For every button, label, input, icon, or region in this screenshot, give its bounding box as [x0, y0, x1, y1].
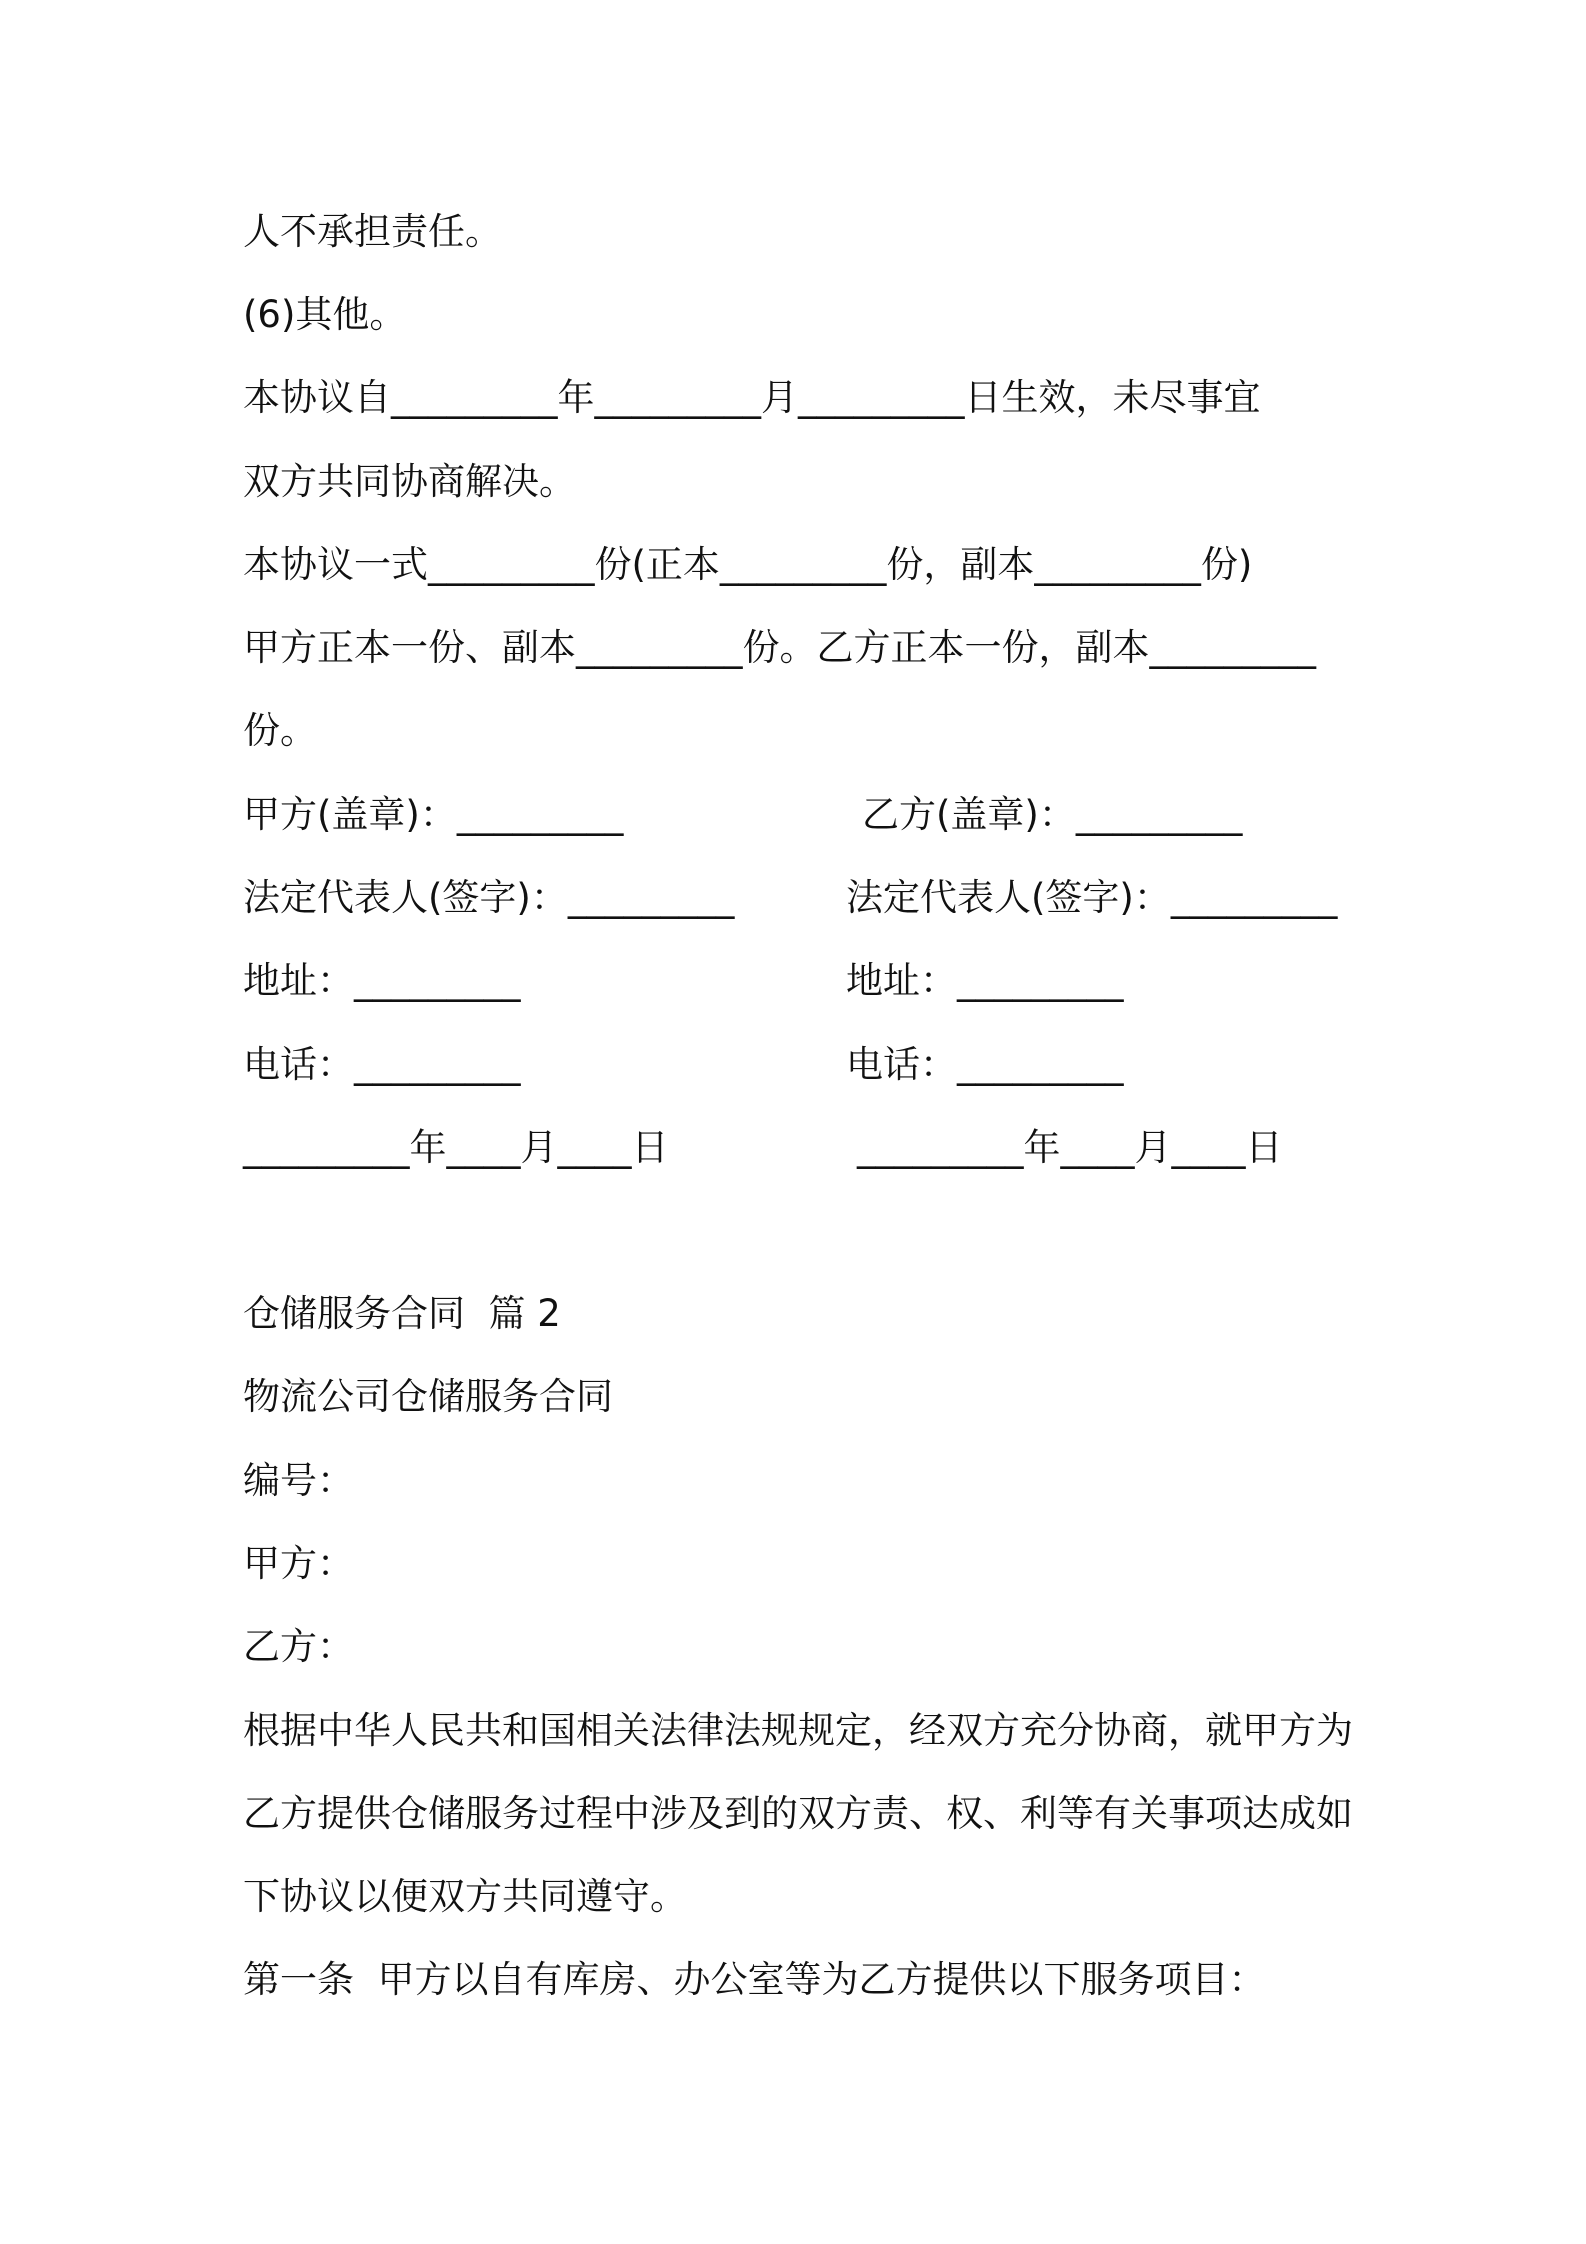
effective-date-line: 本协议自_________年_________月_________日生效，未尽事宜: [243, 376, 1261, 419]
party-a-address-field: 地址：_________: [243, 959, 521, 1002]
paragraph-line: 根据中华人民共和国相关法律法规规定，经双方充分协商，就甲方为: [243, 1709, 1353, 1752]
party-a-phone-field: 电话：_________: [243, 1043, 521, 1086]
copies-line: 本协议一式_________份(正本_________份，副本_________份): [243, 543, 1253, 586]
party-b-date-field: _________年____月____日: [857, 1126, 1283, 1169]
party-a-date-field: _________年____月____日: [243, 1126, 669, 1169]
party-b-legal-rep-field: 法定代表人(签字)：_________: [846, 876, 1338, 919]
copies-distribution-line: 甲方正本一份、副本_________份。乙方正本一份，副本_________: [243, 626, 1316, 669]
party-b-label: 乙方：: [243, 1625, 354, 1668]
number-label: 编号：: [243, 1459, 354, 1502]
text-line: (6)其他。: [243, 293, 407, 336]
text-line: 份。: [243, 709, 317, 752]
paragraph-line: 下协议以便双方共同遵守。: [243, 1875, 687, 1918]
party-b-seal-field: 乙方(盖章)：_________: [862, 793, 1243, 836]
article-1: 第一条 甲方以自有库房、办公室等为乙方提供以下服务项目：: [243, 1958, 1266, 2001]
section-heading: 仓储服务合同 篇 2: [243, 1292, 561, 1335]
party-a-legal-rep-field: 法定代表人(签字)：_________: [243, 876, 735, 919]
text-line: 人不承担责任。: [243, 210, 502, 253]
party-b-address-field: 地址：_________: [846, 959, 1124, 1002]
party-a-label: 甲方：: [243, 1542, 354, 1585]
paragraph-line: 乙方提供仓储服务过程中涉及到的双方责、权、利等有关事项达成如: [243, 1792, 1353, 1835]
party-b-phone-field: 电话：_________: [846, 1043, 1124, 1086]
contract-title: 物流公司仓储服务合同: [243, 1375, 613, 1418]
text-line: 双方共同协商解决。: [243, 460, 576, 503]
party-a-seal-field: 甲方(盖章)：_________: [243, 793, 624, 836]
